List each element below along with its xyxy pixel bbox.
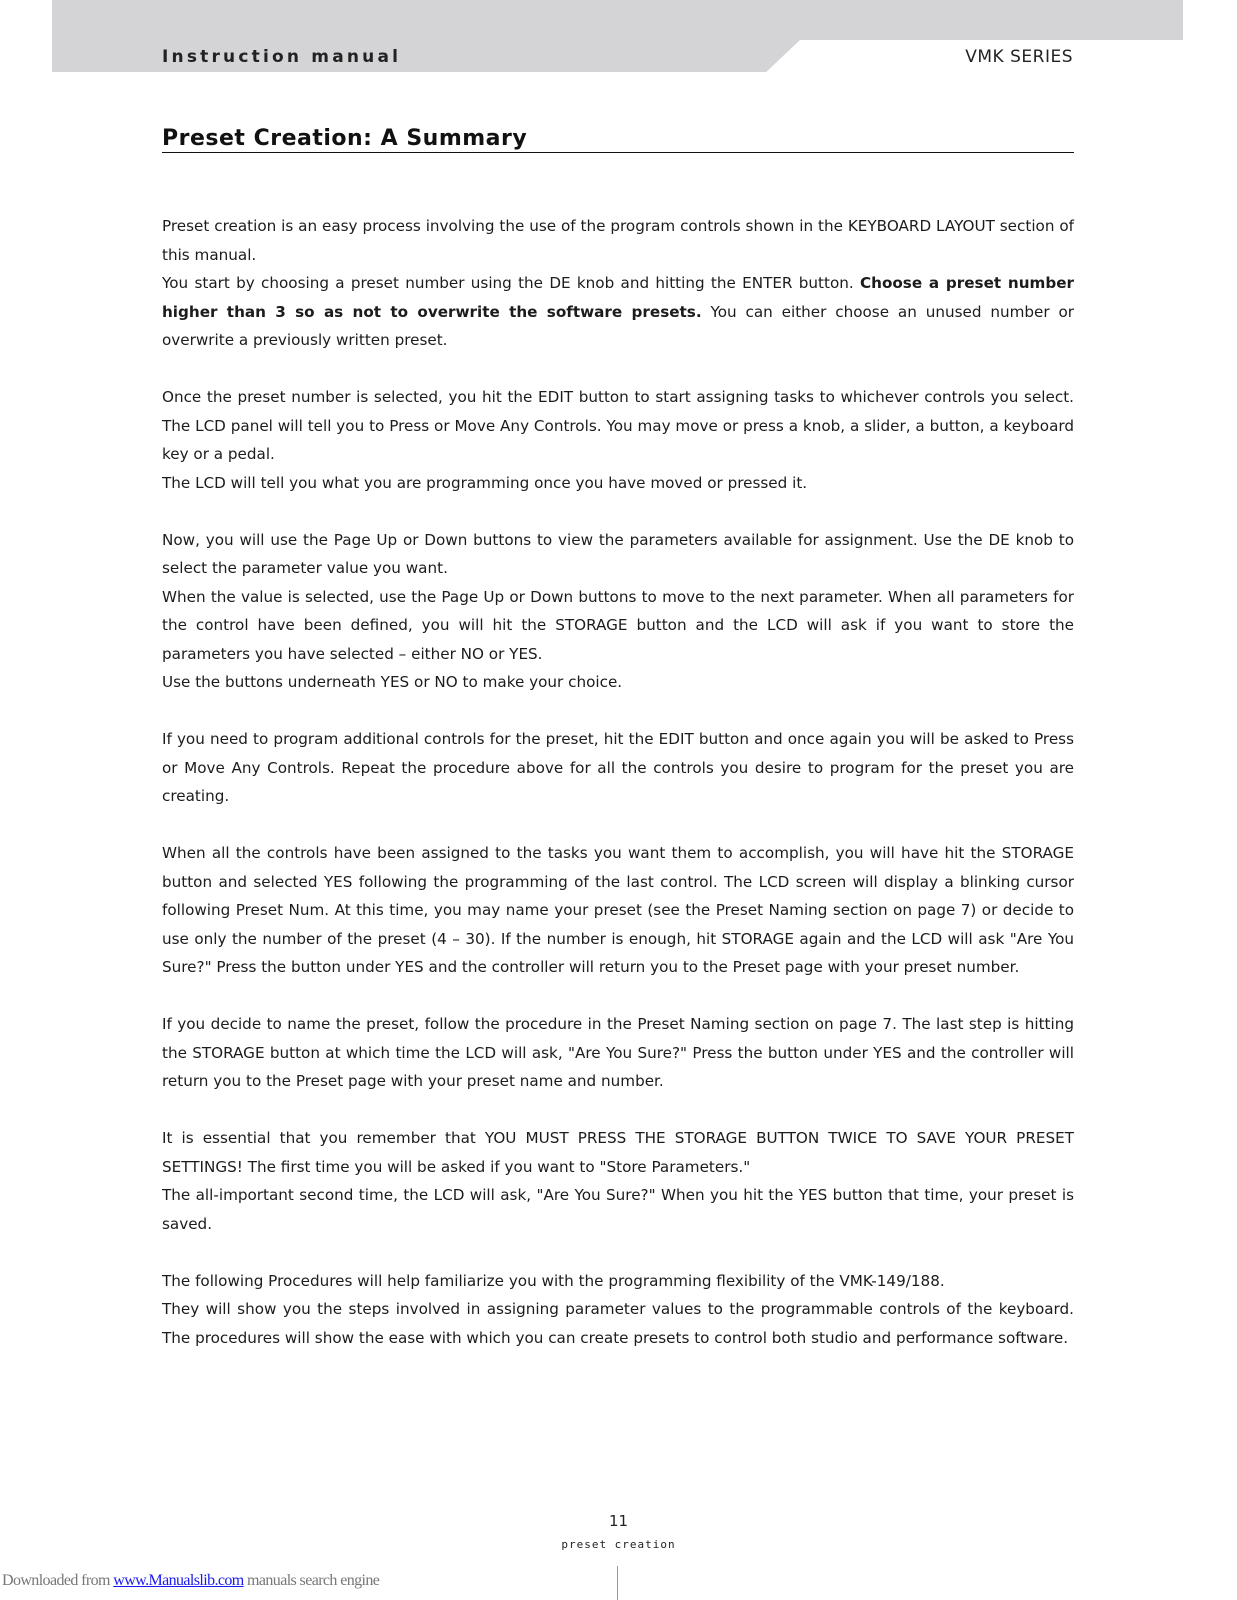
paragraph-gap	[162, 497, 1074, 526]
paragraph-text: You start by choosing a preset number using the DE knob and hitting the ENTER button.	[162, 274, 860, 292]
paragraph-gap	[162, 811, 1074, 840]
page-number: 11	[608, 1512, 629, 1530]
header-series-label: VMK SERIES	[965, 47, 1073, 67]
paragraph: It is essential that you remember that YOU MUST PRESS THE STORAGE BUTTON TWICE TO SAVE YOUR PRESET SETTINGS! The first time you will be asked if you want to "Store Parameters."	[162, 1129, 1074, 1176]
paragraph-gap	[162, 982, 1074, 1011]
body-text	[162, 212, 1074, 1352]
paragraph: Preset creation is an easy process involving the use of the program controls shown in the KEYBOARD LAYOUT section of this manual.	[162, 217, 1074, 264]
header-manual-label: Instruction manual	[162, 47, 402, 67]
footer-section-label: preset creation	[561, 1538, 676, 1551]
paragraph: They will show you the steps involved in assigning parameter values to the programmable controls of the keyboard. The procedures will show the ease with which you can create presets to control both studio and performance software.	[162, 1300, 1074, 1347]
paragraph-gap	[162, 1096, 1074, 1125]
paragraph: The LCD will tell you what you are programming once you have moved or pressed it.	[162, 473, 808, 492]
paragraph	[162, 269, 1074, 355]
paragraph: If you decide to name the preset, follow the procedure in the Preset Naming section on page 7. The last step is hitting the STORAGE button at which time the LCD will ask, "Are You Sure?" Press the button under YES and the controller will return you to the Preset page with your preset name and number.	[162, 1015, 1074, 1090]
paragraph-text: You can either choose an unused number or overwrite a previously written preset.	[162, 302, 1074, 349]
paragraph-gap	[162, 697, 1074, 726]
download-prefix: Downloaded from	[2, 1572, 114, 1589]
paragraph: Use the buttons underneath YES or NO to make your choice.	[162, 673, 623, 691]
paragraph-gap	[162, 355, 1074, 384]
paragraph: Now, you will use the Page Up or Down buttons to view the parameters available for assignment. Use the DE knob to select the parameter value you want.	[162, 530, 1074, 577]
page-title: Preset Creation: A Summary	[162, 126, 1074, 153]
manualslib-link[interactable]: www.Manualslib.com	[113, 1572, 244, 1589]
paragraph-emphasis: Choose a preset number higher than 3 so as not to overwrite the software presets.	[162, 274, 1075, 321]
paragraph: When all the controls have been assigned to the tasks you want them to accomplish, you will have hit the STORAGE button and selected YES following the programming of the last control. The LCD screen will display a blinking cursor following Preset Num. At this time, you may name your preset (see the Preset Naming section on page 7) or decide to use only the number of the preset (4 – 30). If the number is enough, hit STORAGE again and the LCD will ask "Are You Sure?" Press the button under YES and the controller will return you to the Preset page with your preset number.	[162, 844, 1074, 976]
download-suffix: manuals search engine	[243, 1572, 380, 1589]
paragraph-gap	[162, 1238, 1074, 1267]
paragraph: If you need to program additional controls for the preset, hit the EDIT button and once again you will be asked to Press or Move Any Controls. Repeat the procedure above for all the controls you desire to program for the preset you are creating.	[162, 730, 1074, 805]
paragraph: The all-important second time, the LCD will ask, "Are You Sure?" When you hit the YES button that time, your preset is saved.	[162, 1186, 1074, 1233]
paragraph: The following Procedures will help familiarize you with the programming flexibility of the VMK-149/188.	[162, 1271, 945, 1290]
download-banner	[2, 1572, 379, 1590]
paragraph: When the value is selected, use the Page Up or Down buttons to move to the next parameter. When all parameters for the control have been defined, you will hit the STORAGE button and the LCD will ask if you want to store the parameters you have selected – either NO or YES.	[162, 587, 1074, 663]
footer-divider	[617, 1566, 618, 1600]
paragraph: Once the preset number is selected, you hit the EDIT button to start assigning tasks to whichever controls you select. The LCD panel will tell you to Press or Move Any Controls. You may move or press a knob, a slider, a button, a keyboard key or a pedal.	[162, 388, 1074, 463]
